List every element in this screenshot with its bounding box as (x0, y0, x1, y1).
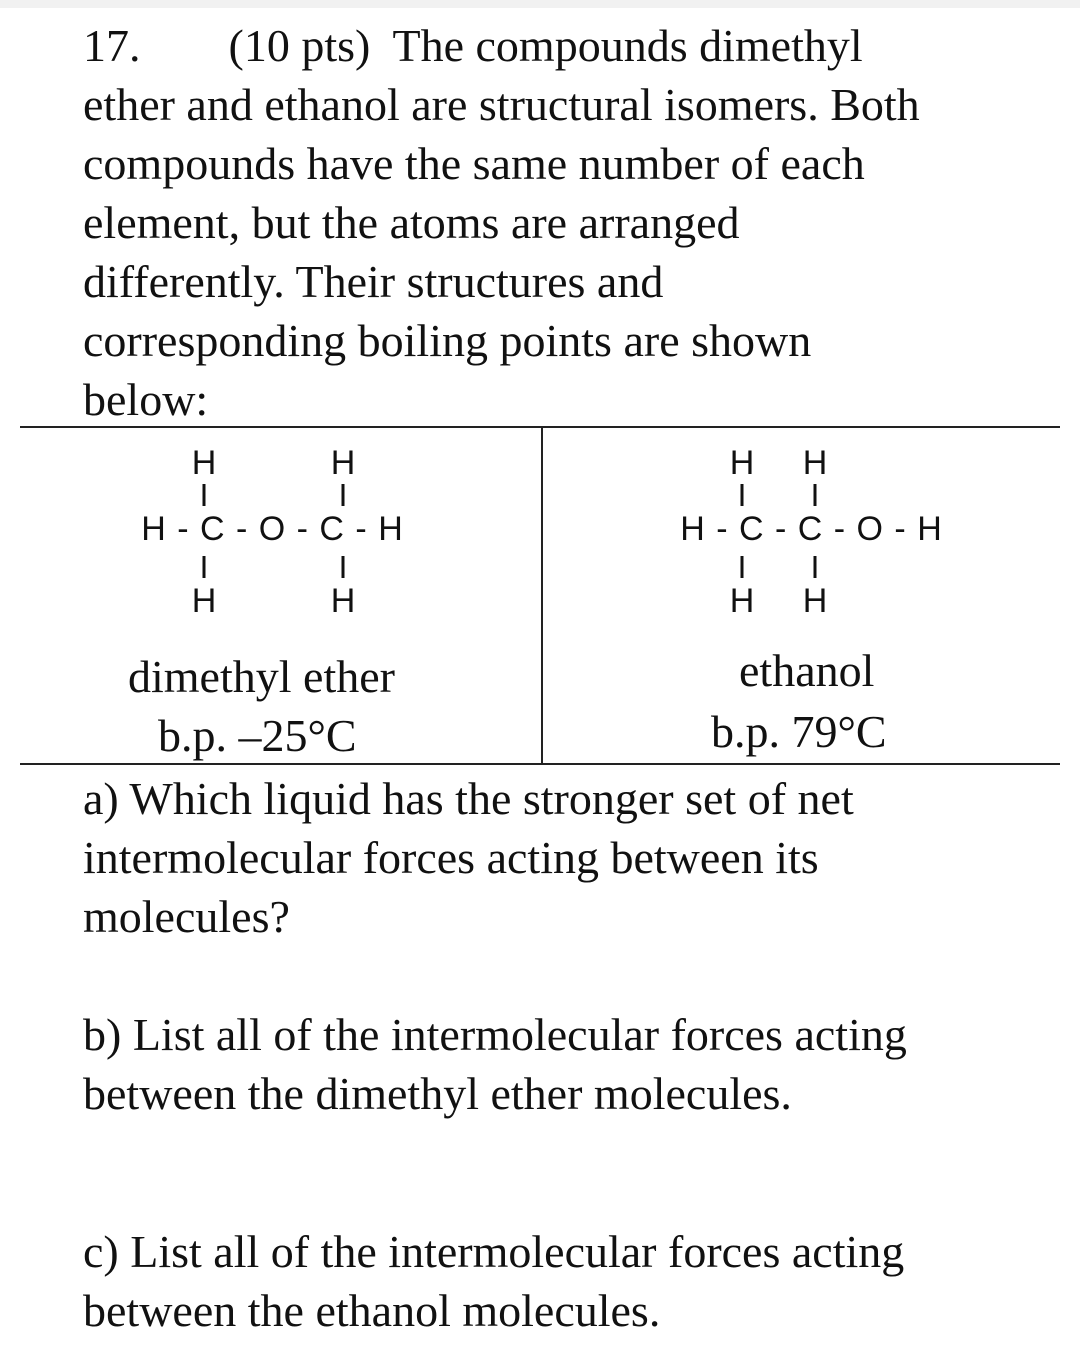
table-bottom-rule (20, 763, 1060, 765)
part-b-line-2: between the dimethyl ether molecules. (83, 1068, 792, 1119)
part-a-question (83, 769, 1073, 946)
eth-bond-top-1 (741, 484, 744, 506)
part-a-line-2: intermolecular forces acting between its (83, 832, 819, 883)
dme-main-chain: H - C - O - C - H (141, 510, 403, 548)
eth-bond-top-2 (814, 484, 817, 506)
question-intro (83, 16, 1073, 429)
intro-line-1 (83, 16, 1073, 75)
question-points: (10 pts) (228, 20, 371, 71)
dme-bond-top-left (203, 484, 206, 506)
table-top-rule (20, 426, 1060, 428)
ethanol-name: ethanol (739, 645, 875, 696)
table-divider (541, 427, 543, 764)
intro-line-6: corresponding boiling points are shown (83, 315, 812, 366)
eth-bottom-h1: H (729, 582, 755, 620)
part-c-line-1: c) List all of the intermolecular forces acting (83, 1226, 905, 1277)
eth-bottom-h2: H (802, 582, 828, 620)
part-b-question (83, 1005, 1073, 1123)
intro-line-3: compounds have the same number of each (83, 138, 865, 189)
part-a-line-1: a) Which liquid has the stronger set of net (83, 773, 854, 824)
ethanol-boiling-point: b.p. 79°C (711, 706, 887, 757)
dme-bond-top-right (342, 484, 345, 506)
eth-main-chain: H - C - C - O - H (680, 510, 942, 548)
dme-bottom-right-h: H (330, 582, 356, 620)
dimethyl-ether-name: dimethyl ether (128, 651, 395, 702)
dme-bond-bottom-left (203, 556, 206, 578)
dme-top-right-h: H (330, 444, 356, 482)
intro-line-7: below: (83, 374, 209, 425)
part-c-question (83, 1222, 1073, 1340)
eth-top-h2: H (802, 444, 828, 482)
top-border-strip (0, 0, 1080, 8)
dme-bond-bottom-right (342, 556, 345, 578)
part-c-line-2: between the ethanol molecules. (83, 1285, 661, 1336)
dme-top-left-h: H (191, 444, 217, 482)
dme-bottom-left-h: H (191, 582, 217, 620)
eth-top-h1: H (729, 444, 755, 482)
eth-bond-bottom-1 (741, 556, 744, 578)
part-b-line-1: b) List all of the intermolecular forces acting (83, 1009, 907, 1060)
intro-line-2: ether and ethanol are structural isomers. Both (83, 79, 920, 130)
eth-bond-bottom-2 (814, 556, 817, 578)
intro-text-1: The compounds dimethyl (392, 20, 863, 71)
intro-line-4: element, but the atoms are arranged (83, 197, 740, 248)
dimethyl-ether-boiling-point: b.p. –25°C (158, 710, 357, 761)
intro-line-5: differently. Their structures and (83, 256, 664, 307)
part-a-line-3: molecules? (83, 891, 290, 942)
question-number: 17. (83, 20, 141, 71)
